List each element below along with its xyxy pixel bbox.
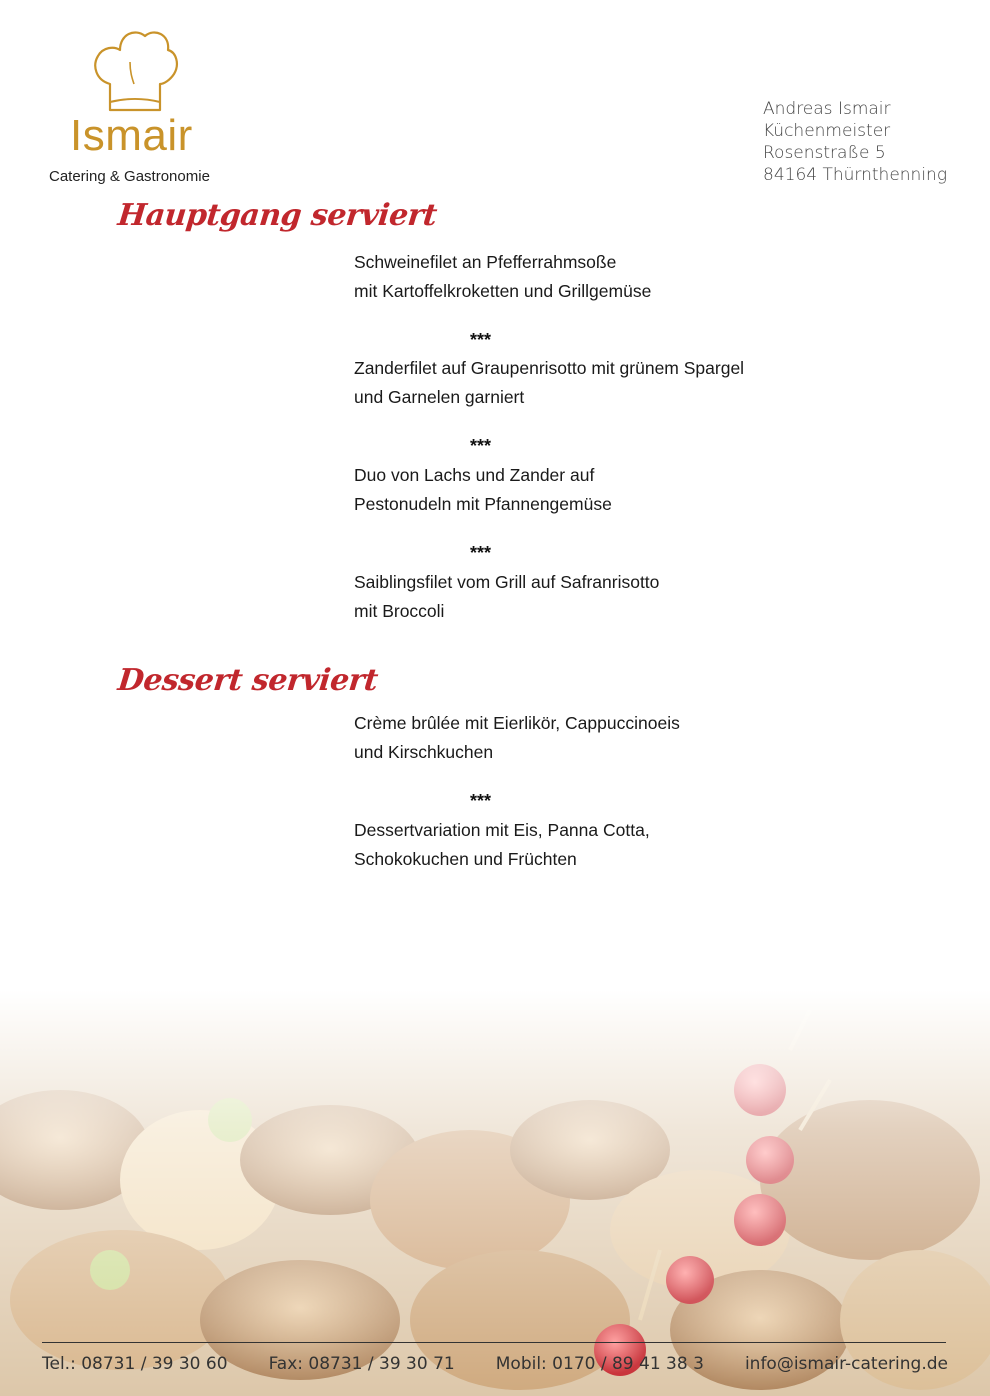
logo [40,22,260,192]
logo-tagline: Catering & Gastronomie [49,168,210,185]
separator: *** [470,330,492,350]
food-photo [0,990,990,1396]
chef-hat-icon [90,22,180,117]
footer-tel: Tel.: 08731 / 39 30 60 [42,1354,228,1374]
dish-line: Saiblingsfilet vom Grill auf Safranrisotto [354,572,660,592]
separator: *** [470,436,492,456]
footer-email[interactable]: info@ismair-catering.de [744,1354,948,1374]
section-title-main: Hauptgang serviert [116,198,439,233]
footer-mobil: Mobil: 0170 / 89 41 38 3 [495,1354,704,1374]
footer-divider [42,1342,946,1343]
address-name: Andreas Ismair [763,99,891,119]
address-street: Rosenstraße 5 [763,143,886,163]
dish-line: Crème brûlée mit Eierlikör, Cappuccinoeis [354,713,680,733]
dish-line: und Garnelen garniert [354,387,525,407]
logo-name: Ismair [70,111,193,160]
dish-item [354,354,744,412]
address-city: 84164 Thürnthenning [763,165,948,185]
dish-line: Duo von Lachs und Zander auf [354,465,595,485]
footer-fax: Fax: 08731 / 39 30 71 [268,1354,455,1374]
dish-item [354,568,659,626]
separator: *** [470,543,492,563]
dish-line: Pestonudeln mit Pfannengemüse [354,494,612,514]
dish-item [354,248,651,306]
dish-line: Dessertvariation mit Eis, Panna Cotta, [354,820,650,840]
dish-line: Schweinefilet an Pfefferrahmsoße [354,252,617,272]
dish-line: mit Kartoffelkroketten und Grillgemüse [354,281,652,301]
dish-line: Zanderfilet auf Graupenrisotto mit grünem Spargel [354,358,745,378]
dish-line: und Kirschkuchen [354,742,494,762]
section-title-dessert: Dessert serviert [116,663,380,698]
dish-item [354,816,650,874]
dish-item [354,461,612,519]
address-block [763,98,947,186]
dish-line: mit Broccoli [354,601,445,621]
footer [42,1354,948,1374]
address-title: Küchenmeister [763,121,891,141]
dish-line: Schokokuchen und Früchten [354,849,577,869]
separator: *** [470,791,492,811]
dish-item [354,709,680,767]
